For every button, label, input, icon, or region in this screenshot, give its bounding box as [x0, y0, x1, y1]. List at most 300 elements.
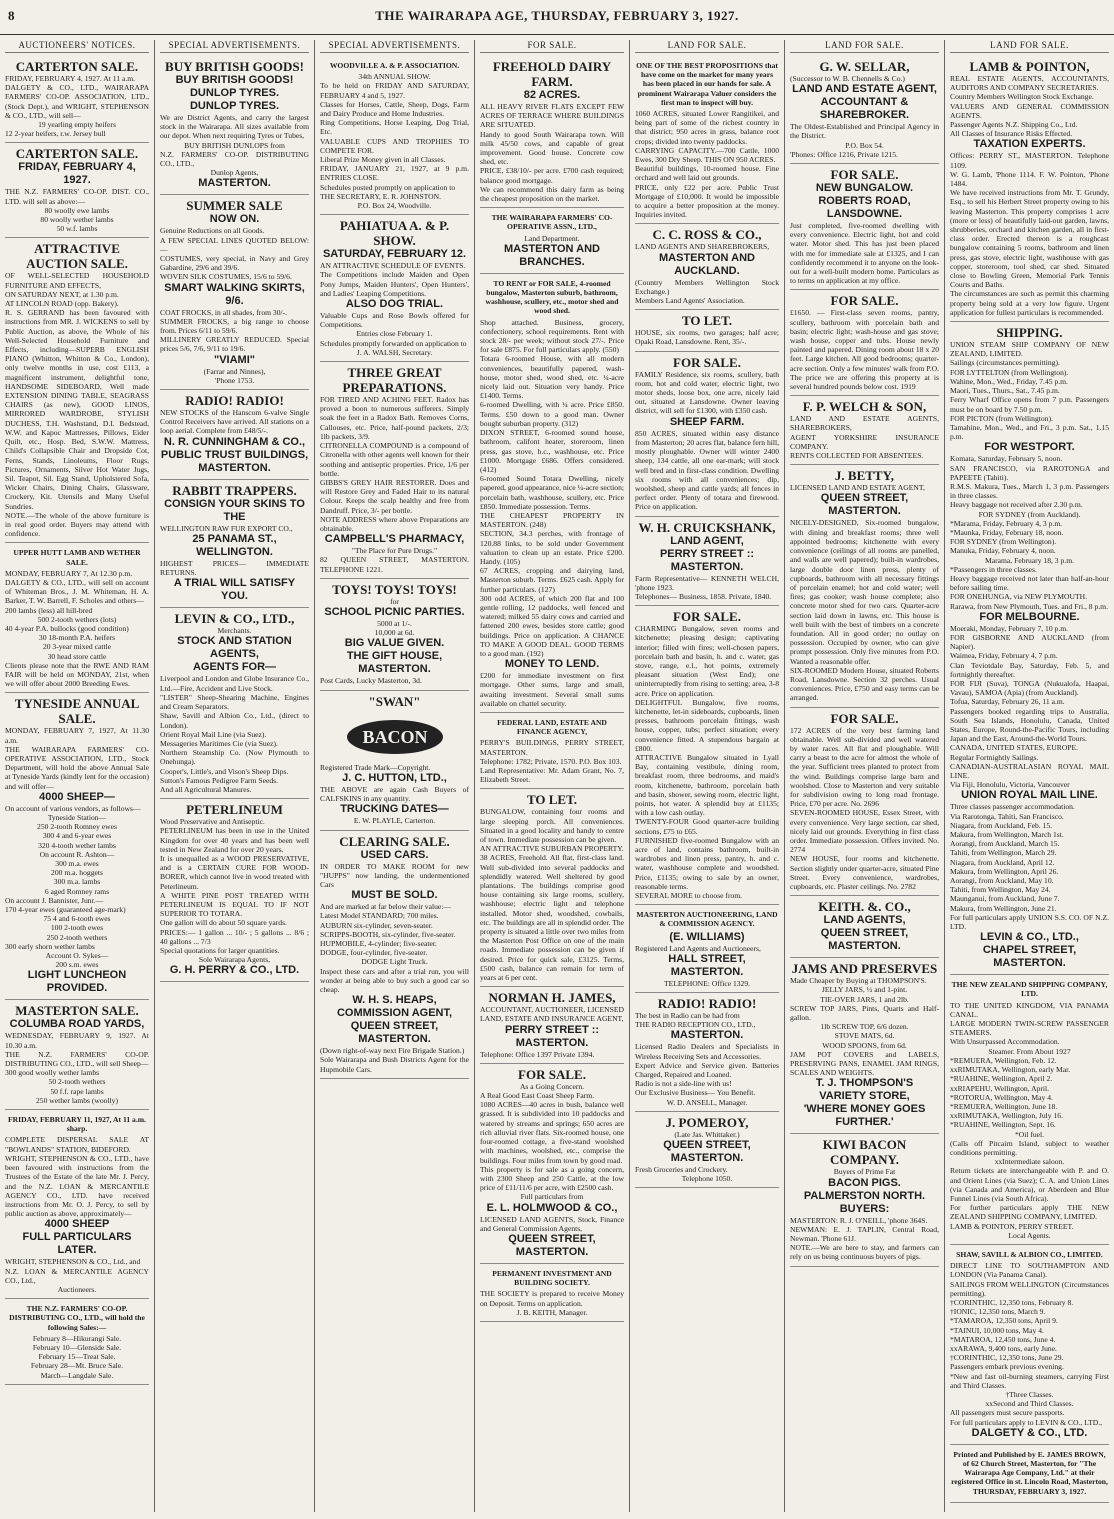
advertisement: [5, 1000, 149, 1110]
ad-text: DALGETY & CO., LTD.: [971, 1426, 1088, 1439]
ad-text: MILLINERY GREATLY REDUCED. Special prices 5/6, 7/6, 9/11 to 19/6.: [160, 335, 309, 354]
ad-text: Via Rarotonga, Tahiti, San Francisco.: [950, 811, 1064, 821]
ad-text: UNION STEAM SHIP COMPANY OF NEW ZEALAND, LIMITED.: [950, 340, 1109, 359]
ad-text: A TRIAL WILL SATISFY YOU.: [173, 577, 296, 603]
ad-text: NEWMAN: E. J. TAPLIN, Central Road, Newman. 'Phone 61J.: [790, 1224, 939, 1244]
column-heading: LAND FOR SALE.: [950, 40, 1109, 53]
ad-text: The circumstances are such as permit this charming property being sold at a very low figure. Urgent application for fullest particulars is recommended.: [950, 289, 1109, 317]
ad-text: LAND AND ESTATE AGENT,: [792, 83, 937, 96]
ad-text: Genuine Reductions on all Goods.: [160, 226, 265, 236]
ad-text: 'WHERE MONEY GOES FURTHER.': [803, 1103, 926, 1129]
ad-headline: PETERLINEUM: [186, 802, 283, 818]
ad-text: WOOD SPOONS, from 6d.: [822, 1040, 907, 1050]
ad-text: February 28—Mt. Bruce Sale.: [30, 1361, 124, 1371]
ad-text: CANADIAN-AUSTRALASIAN ROYAL MAIL LINE.: [950, 761, 1109, 781]
ad-text: LEVIN & CO., LTD.,: [980, 931, 1079, 944]
ad-headline: THE WAIRARAPA FARMERS' CO-OPERATIVE ASSN., LTD.,: [491, 213, 613, 232]
ad-text: FOR FIJI (Suva), TONGA (Nukualofa, Haapai, Vavau), SAMOA (Apia) (from Auckland).: [950, 678, 1109, 698]
advertisement: [480, 1264, 624, 1322]
ad-text: Auctioneers.: [57, 1284, 97, 1294]
ad-text: COMMISSION AGENT,: [336, 1007, 453, 1020]
column-body: [320, 56, 469, 1079]
advertisement: [320, 56, 469, 215]
ad-text: PRICES:— 1 gallon ... 10/- ; 5 gallons ... 8/6 ; 40 gallons ... 7/3: [160, 927, 309, 946]
ad-headline: FOR SALE.: [673, 609, 741, 625]
ad-text: 300 m.a. lambs: [53, 877, 101, 887]
ad-text: WRIGHT, STEPHENSON & CO., LTD., have been favoured with instructions from the Trustees of the Estate of the late Mr. J. Percy, and the N.Z. LOAN & MERCANTILE AGENCY CO., LTD. have received instructions from Mr. O. J. Percy, to sell by public auction as above, approximately—: [5, 1153, 149, 1219]
ad-headline: CARTERTON SALE.: [15, 59, 139, 74]
ad-text: Ring Competitions, Horse Leaping, Dog Trial, Etc.: [320, 118, 469, 137]
ad-text: TELEPHONE: Office 1329.: [663, 978, 751, 988]
ad-text: MONDAY, FEBRUARY 7, At 12.30 p.m.: [5, 568, 133, 578]
ad-text: DELIGHTFUL Bungalow, five rooms, kitchenette, let-in sideboards, cupboards, linen presses, bathroom porcelain fittings, wash house, copper, tubs; perfect situation; every convenience fitted. A stupendous bargain at £800.: [635, 697, 779, 753]
ad-text: BUNGALOW, containing four rooms and large sleeping porch. All conveniences. Situated in a good locality and handy to centre of town. Immediate possession can be given.: [480, 807, 624, 845]
ad-text: QUEEN STREET, MASTERTON.: [820, 927, 909, 953]
ad-text: Clients please note that the RWE AND RAM FAIR will be held on MONDAY, 21st, when we will offer about 2000 Breeding Ewes.: [5, 660, 149, 689]
newspaper-title: THE WAIRARAPA AGE, THURSDAY, FEBRUARY 3, 1927.: [375, 8, 739, 23]
ad-text: ATTRACTIVE Bungalow situated in Lyall Bay, containing vestibule, dining room, breakfast room, three bedrooms, and maid's room, kitchenette, bathroom, porcelain bath and basin, shower, sewing room, electric light, points, hot water. A splendid buy at £1135; with a low cash outlay.: [635, 752, 779, 818]
ad-text: MONDAY, FEBRUARY 7, 1927, At 11.30 a.m.: [5, 726, 149, 745]
ad-text: (Country Members Wellington Stock Exchange.): [635, 277, 779, 296]
ad-text: *TAMAROA, 12,350 tons, April 9.: [950, 1316, 1058, 1326]
ad-headline: ATTRACTIVE AUCTION SALE.: [26, 241, 128, 272]
ad-text: 38 ACRES, Freehold. All flat, first-class land. Well sub-divided into several paddocks and splendidly watered. Well sheltered by good plantations. The buildings comprise good house containing six large rooms, scullery, washhouse; electric light and telephone installed. Motor shed, woodshed, cowbails, etc. The buildings are all in splendid order. The property is situated a little over two miles from the Masterton Post Office on one of the main roads. Immediate possession can be given if desired. Price for quick sale, £3125. Terms, £500 cash, balance can remain for term of years at 6 per cent.: [480, 853, 624, 983]
ad-text: for: [390, 596, 399, 606]
ad-text: AT LINCOLN ROAD (opp. Bakery).: [5, 299, 119, 309]
ad-text: Niagara, from Auckland, April 12.: [950, 857, 1055, 867]
ad-text: 4000 SHEEP: [44, 1218, 110, 1231]
ad-text: LARGE MODERN TWIN-SCREW PASSENGER STEAMERS.: [950, 1019, 1109, 1038]
advertisement: [320, 579, 469, 691]
advertisement: [5, 238, 149, 543]
ad-text: xxRIMUTAKA, Wellington, July 16.: [950, 1111, 1063, 1121]
ad-text: REAL ESTATE AGENTS, ACCOUNTANTS, AUDITORS AND COMPANY SECRETARIES.: [950, 74, 1109, 93]
ad-headline: FOR SALE.: [830, 167, 899, 183]
svg-text:BACON: BACON: [361, 726, 428, 747]
ad-text: LICENSED LAND AGENTS, Stock, Finance and General Commission Agents,: [480, 1214, 624, 1233]
ad-headline: FOR SALE.: [673, 354, 741, 370]
ad-text: Telephone: 1782; Private, 1570. P.O. Box 103.: [480, 756, 622, 766]
advertisement: [635, 905, 779, 993]
ad-headline: FRIDAY, FEBRUARY 11, 1927, At 11 a.m. sharp.: [8, 1115, 146, 1134]
ad-text: R.M.S. Makura, Tues., March 1, 3 p.m. Passengers in three classes.: [950, 481, 1109, 501]
ad-text: Passengers embark previous evening.: [950, 1362, 1064, 1372]
advertisement: [320, 831, 469, 1079]
column-heading: LAND FOR SALE.: [790, 40, 939, 53]
ad-text: N.Z. LOAN & MERCANTILE AGENCY CO., Ltd.,: [5, 1266, 149, 1285]
ad-headline: MASTERTON AUCTIONEERING, LAND & COMMISSION AGENCY.: [636, 910, 778, 929]
ad-text: QUEEN STREET, MASTERTON.: [663, 1139, 751, 1165]
ad-text: MUST BE SOLD.: [351, 889, 438, 902]
ad-text: JAM POT COVERS and LABELS, PRESERVING PANS, ENAMEL JAM RINGS, SCALES AND WEIGHTS.: [790, 1049, 939, 1078]
masthead: [0, 0, 1114, 35]
ad-text: ALSO DOG TRIAL.: [345, 298, 444, 311]
ad-text: BIG VALUE GIVEN.: [344, 637, 445, 650]
ad-text: 100 2-tooth ewes: [50, 923, 104, 933]
ad-text: Return tickets are interchangeable with P. and O. and Orient Lines (via Suez); C. A. and Union Lines (via Canada and America), or Aberdeen and Blue Funnel Lines (via South Africa).: [950, 1166, 1109, 1203]
ad-text: 1060 ACRES, situated Lower Rangitikei, and being part of some of the richest country in that district; 950 acres in grass, balance root crops; divided into twenty paddocks.: [635, 109, 779, 146]
ad-text: MASTERTON AND BRANCHES.: [504, 242, 600, 268]
ad-headline: ONE OF THE BEST PROPOSITIONS that have come on the market for many years has been placed in our hands for sale. A prominent Wairarapa Valuer considers the first man to inspect will buy.: [636, 61, 778, 107]
ad-text: THE N.Z. FARMERS' CO-OP. DISTRIBUTING CO., LTD., will sell Sheep—: [5, 1049, 149, 1069]
ad-text: We can recommend this dairy farm as being the cheapest proposition on the market.: [480, 184, 624, 204]
advertisement: [5, 693, 149, 1000]
ad-headline: LEVIN & CO., LTD.,: [174, 611, 295, 627]
advertisement: [635, 352, 779, 517]
ad-text: VALUERS AND GENERAL COMMISSION AGENTS.: [950, 101, 1109, 120]
ad-text: LICENSED LAND AND ESTATE AGENT,: [790, 483, 925, 493]
ad-text: AN ATTRACTIVE SUBURBAN PROPERTY.: [480, 844, 624, 854]
ad-text: Rarawa, from New Plymouth, Tues. and Fri., 8 p.m.: [950, 601, 1108, 611]
ad-text: TRUCKING DATES—: [340, 803, 449, 816]
ad-text: Fresh Groceries and Crockery.: [635, 1165, 728, 1175]
ad-text: 50 w.f. lambs: [56, 224, 98, 234]
ad-text: Heavy baggage not received after 2.30 p.m.: [950, 500, 1083, 510]
advertisement: [950, 1245, 1109, 1445]
ad-text: 300 4 and 6-year ewes: [42, 831, 112, 841]
ad-text: SUMMER FROCKS, a big range to choose from. Prices 6/11 to 59/6.: [160, 316, 309, 336]
ad-text: NOTE ADDRESS where above Preparations are obtainable.: [320, 514, 469, 533]
ad-text: Land Representative: Mr. Adam Grant, No. 7, Elizabeth Street.: [480, 766, 624, 785]
ad-headline: THREE GREAT PREPARATIONS.: [342, 365, 447, 396]
ad-text: NEW STOCKS of the Hanscom 6-valve Single Control Receivers have arrived. All stations on a loop aerial. Complete from £48/5/-.: [160, 408, 309, 436]
ad-headline: J. BETTY,: [834, 468, 895, 484]
ad-headline: FEDERAL LAND, ESTATE AND FINANCE AGENCY,: [497, 717, 607, 737]
ad-text: CAMPBELL'S PHARMACY,: [324, 533, 465, 546]
ad-text: 75 4 and 6-tooth ewes: [43, 914, 111, 924]
ad-text: OF WELL-SELECTED HOUSEHOLD FURNITURE AND EFFECTS,: [5, 271, 149, 290]
ad-text: It is unequalled as a WOOD PRESERVATIVE, and is a CERTAIN CURE FOR WOOD-BORER, which cannot live in wood treated with Peterlineum.: [160, 853, 309, 891]
advertisement: [790, 56, 939, 164]
ad-text: Land Department.: [524, 233, 580, 243]
ad-text: LAND AND ESTATE AGENTS, SHAREBROKERS,: [790, 414, 939, 433]
ad-text: A WHITE PINE POST TREATED WITH PETERLINEUM IS EQUAL TO IF NOT SUPERIOR TO TOTARA.: [160, 890, 309, 919]
ad-text: 250 2-tooth Romney ewes: [37, 822, 117, 832]
ad-text: We have received instructions from Mr. T. Grundy, Esq., to sell his Herbert Street property owing to his leaving Masterton. This property comprises 1 acre (more or less) of beautifully laid-out garden, lawns, shrubberies, orchard and kitchen garden, all in first-class order. Erected thereon is a roughcast bungalow containing 5 rooms, bathroom and linen press, gas stove, electric light, washhouse with gas copper, storeroom, tool shed, car shed. Situated close to Bowling Green, Memorial Park Tennis Courts and Baths.: [950, 188, 1109, 290]
ad-text: AGENTS FOR—: [192, 661, 277, 674]
ad-text: (Calls off Pitcairn Island, subject to weather conditions permitting.: [950, 1138, 1109, 1157]
ad-text: 'Phones: Office 1216, Private 1215.: [790, 149, 898, 159]
ad-headline: FOR SALE.: [830, 710, 899, 726]
ad-text: MASTERTON.: [358, 663, 431, 676]
ad-text: 80 woolly ewe lambs: [44, 205, 110, 215]
ad-text: Heavy baggage received not later than half-an-hour before sailing time.: [950, 573, 1109, 593]
ad-text: Messageries Maritimes Cie (via Suez).: [160, 738, 278, 748]
ad-text: COSTUMES, very special, in Navy and Grey Gabardine, 29/6 and 39/6.: [160, 254, 309, 273]
advertisement: [480, 208, 624, 274]
ad-text: ACCOUNTANT & SHAREBROKER.: [819, 96, 910, 122]
ad-text: CANADA, UNITED STATES, EUROPE.: [950, 743, 1079, 753]
ad-text: QUEEN STREET, MASTERTON.: [820, 492, 909, 518]
ad-headline: Printed and Published by E. JAMES BROWN, of 62 Church Street, Masterton, for "The Wairarapa Age Company, Ltd." at their registered Office in st. Lincoln Road, Masterton, THURSDAY, FEBRUARY 3, 1927.: [951, 1449, 1108, 1496]
ad-text: Expert Advice and Service given. Batteries Charged, Repaired and Loaned.: [635, 1060, 779, 1080]
ad-text: MASTERTON: R. J. O'NEILL, 'phone 364S.: [790, 1215, 928, 1225]
ad-text: PERRY STREET :: MASTERTON.: [504, 1023, 600, 1049]
ad-text: *MATAROA, 12,450 tons, June 4.: [950, 1334, 1056, 1344]
ad-text: GIBBS'S GREY HAIR RESTORER. Does and will Restore Grey and Faded Hair to its natural Colour. Keeps the scalp healthy and free from Dandruff. Price, 3/- per bottle.: [320, 477, 469, 515]
ad-text: Tofua, Saturday, February 26, 11 a.m.: [950, 697, 1065, 707]
advertisement: [950, 56, 1109, 322]
ad-text: Just completed, five-roomed dwelling with every convenience. Electric light, hot and cold water. Motor shed. This has just been placed with me for immediate sale at £1325, and I can confidently recommend it to anyone on the look-out for a well-built modern home. Particulars as to terms on application at my office.: [790, 221, 939, 286]
ad-text: SCHOOL PICNIC PARTIES.: [324, 605, 465, 618]
ad-text: SIX-ROOMED Modern House, situated Roberts Road, Lansdowne. Section 32 perches. Usual conveniences. Price, £750 and easy terms can be arranged.: [790, 665, 939, 703]
column-body: [480, 56, 624, 1322]
ad-text: THE CHEAPEST PROPERTY IN MASTERTON. (248): [480, 510, 624, 530]
ad-text: Ferry Wharf Office opens from 7 p.m. Passengers must be on board by 7.50 p.m.: [950, 395, 1109, 414]
advertisement: [5, 1299, 149, 1385]
ad-text: One gallon will do about 50 square yards.: [160, 918, 287, 928]
ad-text: February 8—Hikurangi Sale.: [32, 1333, 122, 1343]
ad-text: J. C. HUTTON, LTD.,: [342, 771, 447, 784]
ad-headline: MASTERTON SALE.: [15, 1003, 139, 1019]
advertisement: [160, 390, 309, 480]
ad-text: Northern Steamship Co. (Now Plymouth to Onehunga).: [160, 748, 309, 767]
ad-text: ACCOUNTANT, AUCTIONEER, LICENSED LAND, ESTATE AND INSURANCE AGENT,: [480, 1005, 624, 1024]
ad-text: Shop attached. Business, grocery, confectionery, school requirements. Rent with stock 28/- per week; without stock 27/-. Price for sale £875. For full particulars apply. (550): [480, 317, 624, 355]
ad-text: 10,000 at 6d.: [374, 628, 415, 638]
ad-text: QUEEN STREET, MASTERTON.: [350, 1020, 439, 1046]
ad-text: xxRIAPEHU, Wellington, April.: [950, 1083, 1050, 1093]
ad-text: Sole Wairarapa Agents,: [198, 955, 271, 965]
ad-text: LAND AGENTS AND SHAREBROKERS,: [635, 242, 770, 252]
ad-text: SAILINGS FROM WELLINGTON (Circumstances permitting).: [950, 1279, 1109, 1298]
advertisement: [790, 896, 939, 958]
ad-text: HALL STREET, MASTERTON.: [668, 952, 746, 978]
ad-text: Regular Fortnightly Sailings.: [950, 752, 1039, 762]
ad-headline: THE N.Z. FARMERS' CO-OP. DISTRIBUTING CO., LTD., will hold the following Sales:—: [9, 1304, 145, 1332]
ad-text: ROBERTS ROAD, LANSDOWNE.: [818, 195, 911, 221]
ad-text: FOR MELBOURNE.: [979, 610, 1080, 623]
ad-text: FOR SYDNEY (from Auckland).: [978, 509, 1081, 519]
ad-text: HIGHEST PRICES— IMMEDIATE RETURNS.: [160, 558, 309, 578]
ad-text: Registered Trade Mark—Copyright.: [320, 762, 431, 772]
ad-text: DUNLOP TYRES.: [189, 87, 280, 99]
ad-text: SEVEN-ROOMED HOUSE, Essex Street, with every convenience. Very large section, car shed, nicely laid out grounds. Everything in first class order. Immediate possession. Offers invited. No. 2774: [790, 808, 939, 855]
ad-text: DODGE, four-cylinder, five-seater.: [320, 948, 428, 958]
ad-text: SCRIPPS-BOOTH, six-cylinder, five-seater.: [320, 929, 456, 939]
ad-text: BUY BRITISH GOODS!: [175, 74, 294, 86]
ad-text: FOR WESTPORT.: [984, 441, 1075, 454]
advertisement: [635, 224, 779, 310]
ad-text: Country Members Wellington Stock Exchange.: [950, 92, 1094, 102]
ad-text: FAMILY Residence, six rooms, scullery, bath room, hot and cold water, electric light, two motor sheds, loose box, one acre, nicely laid out, situated at Lansdowne. Owner leaving district, will sell for £1300, with £350 cash.: [635, 369, 779, 416]
column-6: [785, 40, 945, 1512]
columns-container: [0, 40, 1114, 1515]
advertisement: [160, 56, 309, 195]
advertisement: [320, 215, 469, 362]
ad-text: PERRY'S BUILDINGS, PERRY STREET, MASTERTON.: [480, 738, 624, 757]
ad-headline: FOR SALE.: [518, 1066, 586, 1082]
ad-headline: CLEARING SALE.: [339, 833, 450, 849]
column-heading: FOR SALE.: [480, 40, 624, 53]
ad-text: Maunganui, from Auckland, June 7.: [950, 894, 1060, 904]
ad-text: All Classes of Insurance Risks Effected.: [950, 129, 1073, 139]
ad-headline: SHAW, SAVILL & ALBION CO., LIMITED.: [956, 1249, 1103, 1259]
advertisement: [5, 543, 149, 693]
advertisement: [320, 691, 469, 831]
ad-text: E. L. HOLMWOOD & CO.,: [486, 1201, 618, 1214]
ad-text: 50 f.f. rape lambs: [50, 1086, 104, 1096]
ad-text: CITRONELLA COMPOUND is a compound of Citronella with other agents well known for their soothing and antiseptic properties. Price, 1/6 per bottle.: [320, 441, 469, 478]
ad-text: 5000 at 1/-.: [377, 618, 412, 628]
advertisement: [5, 1110, 149, 1299]
ad-text: QUEEN STREET, MASTERTON.: [508, 1232, 596, 1258]
ad-text: FRIDAY, JANUARY 21, 1927, at 9 p.m. ENTRIES CLOSE.: [320, 164, 469, 183]
ad-text: DIRECT LINE TO SOUTHAMPTON AND LONDON (Via Panama Canal).: [950, 1261, 1109, 1280]
ad-text: N. R. CUNNINGHAM & CO.,: [163, 435, 306, 448]
ad-text: And all Agricultural Manures.: [160, 784, 252, 794]
column-heading: SPECIAL ADVERTISEMENTS.: [320, 40, 469, 53]
ad-text: 50 2-tooth wethers: [48, 1077, 106, 1087]
ad-text: VARIETY STORE,: [819, 1090, 910, 1103]
ad-text: AUBURN six-cylinder, seven-seater.: [320, 920, 433, 930]
ad-text: "VIAMI": [214, 353, 255, 366]
advertisement: [950, 322, 1109, 975]
ad-text: N.Z. FARMERS' CO-OP. DISTRIBUTING CO., LTD.,: [160, 149, 309, 169]
ad-headline: BUY BRITISH GOODS!: [165, 59, 304, 74]
ad-text: THE N.Z. FARMERS' CO-OP. DIST. CO., LTD. will sell as above:—: [5, 187, 149, 206]
ad-text: NOTE.—We are here to stay, and farmers can rely on us being continuous buyers of pigs.: [790, 1243, 939, 1262]
ad-text: AN ATTRACTIVE SCHEDULE OF EVENTS.: [320, 261, 466, 271]
ad-text: 1080 ACRES—40 acres in bush, balance well grassed. It is subdivided into 10 paddocks and watered by streams and springs; 650 acres are rich alluvial river flats. Six-roomed house, one four-roomed cottage, a five-stand woolshed with machines, woolshed, etc., comprise the buildings. Four miles from town by good road.: [480, 1100, 624, 1165]
ad-text: Offices: PERRY ST., MASTERTON. Telephone 1109.: [950, 151, 1109, 170]
ad-text: Totara 6-roomed House, with all modern conveniences, beautifully papered, wash-house, motor shed, wood shed, etc. ¼-acre nicely laid out. Situation very handy. Price £1400. Terms.: [480, 354, 624, 401]
ad-text: SHEEP FARM.: [669, 415, 745, 428]
ad-text: Radio is not a side-line with us!: [635, 1079, 732, 1089]
ad-text: For full particulars apply UNION S.S. CO. OF N.Z. LTD.: [950, 912, 1109, 932]
ad-text: Sailings (circumstances permitting).: [950, 358, 1060, 368]
ad-text: TWENTY-FOUR Good quarter-acre building sections, £75 to £65.: [635, 817, 779, 836]
column-heading: SPECIAL ADVERTISEMENTS.: [160, 40, 309, 53]
advertisement: [790, 164, 939, 290]
ad-text: G. H. PERRY & CO., LTD.: [169, 964, 300, 977]
ad-text: On account R. Ashton—: [39, 849, 115, 859]
ad-headline: FOR SALE.: [830, 293, 899, 309]
ad-text: The best in Radio can be had from: [635, 1011, 740, 1021]
ad-headline: J. POMEROY,: [665, 1114, 749, 1130]
ad-text: RENTS COLLECTED FOR ABSENTEES.: [790, 451, 924, 461]
ad-text: *REMUERA, Wellington, June 18.: [950, 1101, 1058, 1111]
ad-text: NOW ON.: [209, 213, 260, 226]
ad-text: Dunlop Agents,: [210, 168, 259, 178]
ad-text: FOR GISBORNE AND AUCKLAND (from Napier).: [950, 632, 1109, 652]
ad-text: Tahiti, from Wellington, March 29.: [950, 848, 1057, 858]
ad-text: Wahine, Mon., Wed., Friday, 7.45 p.m.: [950, 376, 1068, 386]
ad-text: P.O. Box 24, Woodville.: [357, 201, 432, 211]
column-heading: AUCTIONEERS' NOTICES.: [5, 40, 149, 53]
ad-text: To be held on FRIDAY AND SATURDAY, FEBRUARY 4 and 5, 1927.: [320, 81, 469, 100]
ad-text: *ROTORUA, Wellington, May 4.: [950, 1092, 1053, 1102]
ad-headline: NORMAN H. JAMES,: [488, 990, 616, 1006]
ad-text: LAND AGENTS,: [823, 914, 906, 927]
ad-text: *Oil fuel.: [1014, 1129, 1045, 1139]
ad-text: Classes for Horses, Cattle, Sheep, Dogs, Farm and Dairy Produce and Home Industries.: [320, 99, 469, 119]
ad-text: THE SECRETARY, E. R. JOHNSTON.: [320, 191, 442, 201]
ad-text: LIGHT LUNCHEON PROVIDED.: [27, 969, 127, 995]
ad-text: 320 4-tooth wether lambs: [38, 840, 116, 850]
ad-text: On account J. Bannister, Junr.—: [5, 895, 104, 905]
ad-text: DODGE Light Truck.: [361, 957, 428, 967]
ad-text: 80 woolly wether lambs: [40, 215, 114, 225]
advertisement: [790, 708, 939, 897]
ad-text: For further particulars apply THE NEW ZEALAND SHIPPING COMPANY, LIMITED.: [950, 1203, 1109, 1222]
ad-text: Tahiti, from Wellington, May 24.: [950, 885, 1051, 895]
ad-text: Valuable Cups and Rose Bowls offered for Competitions.: [320, 311, 469, 330]
ad-text: COAT FROCKS, in all shades, from 30/-.: [160, 307, 288, 317]
ad-text: We are District Agents, and carry the largest stock in the Wairarapa. All sizes available from our depot. When next requiring Tyres or Tubes,: [160, 113, 309, 141]
ad-text: WEDNESDAY, FEBRUARY 9, 1927. At 10.30 a.m.: [5, 1031, 149, 1050]
ad-text: †CORINTHIC, 12,350 tons, June 29.: [950, 1353, 1064, 1363]
ad-text: As a Going Concern.: [519, 1081, 585, 1091]
ad-text: The Oldest-Established and Principal Agency in the District.: [790, 122, 939, 141]
ad-text: THE SOCIETY is prepared to receive Money on Deposit. Terms on application.: [480, 1289, 624, 1308]
page-number: 8: [8, 8, 15, 23]
ad-text: Inspect these cars and after a trial run, you will wonder at being able to buy such a good car so cheap.: [320, 966, 469, 994]
ad-text: FOR SYDNEY (from Wellington).: [950, 537, 1057, 547]
ad-headline: G. W. SELLAR,: [819, 59, 910, 74]
ad-text: COMPLETE DISPERSAL SALE AT "BOWLANDS" STATION, BIDEFORD.: [5, 1135, 149, 1154]
column-body: [950, 56, 1109, 1503]
ad-text: DALGETY & CO., LTD., WAIRARAPA FARMERS' CO-OP. ASSOCIATION, LTD., (Stock Dept.), and WRIGHT, STEPHENSON & CO., LTD., will sell—: [5, 83, 149, 120]
ad-text: CONSIGN YOUR SKINS TO THE: [164, 497, 305, 523]
ad-text: W. D. ANSELL, Manager.: [666, 1097, 748, 1107]
ad-text: DIXON STREET, 6-roomed sound house, bathroom, califont heater, storeroom, linen press, gas stove, h.c., washhouse, etc. Price £1000. Mortgage £686. Offers considered. (412): [480, 428, 624, 474]
advertisement: [160, 480, 309, 609]
ad-text: NEW HOUSE, four rooms and kitchenette. Section slightly under quarter-acre, situated Pine Street. Every convenience, wardrobes, cupboards, etc. Plaster ceilings. No. 2782: [790, 854, 939, 891]
ad-text: Our Exclusive Business— You Benefit.: [635, 1088, 756, 1098]
ad-text: (E. WILLIAMS): [669, 930, 745, 943]
ad-text: BACON PIGS.: [828, 1176, 901, 1189]
ad-headline: W. H. CRUICKSHANK,: [638, 519, 776, 535]
ad-text: Aorangi, from Auckland, March 15.: [950, 839, 1060, 849]
ad-text: *Maunka, Friday, February 18, noon.: [950, 527, 1064, 537]
ad-text: CHARMING Bungalow, seven rooms and kitchenette; pleasing design; captivating interior; filled with fires; well-chosen papers, porcelain bath and basin, h. and c. water, gas stove, range, e.l., hot points, extremely pleasant situation (West End); one uninterruptedly from rising to setting; area, 3-8 acre. Price on application.: [635, 624, 779, 698]
ad-text: IN ORDER TO MAKE ROOM for new "HUPPS" now landing, the undermentioned Cars: [320, 861, 469, 889]
ad-text: J. B. KEITH, Manager.: [516, 1307, 588, 1317]
ad-text: Three classes passenger accommodation.: [950, 802, 1075, 812]
ad-text: (Late Jas. Whittaker.): [674, 1129, 740, 1139]
ad-text: MONEY TO LEND.: [504, 658, 600, 671]
ad-text: Licensed Radio Dealers and Specialists in Wireless Receiving Sets and Accessories.: [635, 1042, 779, 1061]
ad-text: WELLINGTON RAW FUR EXPORT CO.,: [160, 523, 293, 533]
ad-text: February 10—Glenside Sale.: [32, 1342, 122, 1352]
ad-text: MASTERTON.: [198, 461, 271, 474]
advertisement: [790, 396, 939, 465]
ad-headline: LAMB & POINTON,: [969, 59, 1090, 74]
ad-text: PETERLINEUM has been in use in the United Kingdom for over 40 years and has been well tested in New Zealand for over 20 years.: [160, 826, 309, 854]
column-heading: LAND FOR SALE.: [635, 40, 779, 53]
ad-text: Makura, from Wellington, March 1st.: [950, 830, 1064, 840]
advertisement: [790, 290, 939, 396]
ad-text: Entries close February 1.: [356, 329, 433, 339]
ad-text: (Farrar and Ninnes),: [203, 366, 266, 376]
ad-text: Handy to good South Wairarapa town. Will milk 45/50 cows, and capable of great improvement. Good house. Concrete cow shed, etc.: [480, 129, 624, 167]
ad-text: COLUMBA ROAD YARDS,: [9, 1018, 145, 1031]
ad-text: 6-roomed Sound Totara Dwelling, nicely papered, good appearance, nice ¼-acre section; porcelain bath, washhouse, scullery, etc. Price £850. Immediate possession. Terms.: [480, 474, 624, 511]
ad-text: 30 18-month P.A. heifers: [38, 633, 116, 643]
ad-headline: F. P. WELCH & SON,: [802, 399, 927, 415]
ad-headline: PERMANENT INVESTMENT AND BUILDING SOCIETY.: [492, 1268, 612, 1288]
ad-text: ON SATURDAY NEXT, at 1.30 p.m.: [5, 289, 119, 299]
ad-text: *TAINUI, 10,000 tons, May 4.: [950, 1325, 1044, 1335]
ad-text: £1650. — First-class seven rooms, pantry, scullery, bathroom with porcelain bath and basin; electric light; wash-house and gas stove; wash house, copper and tubs. House newly painted and papered. Dining room about 18 x 20 feet. Large kitchen. All good bedrooms; quarter-acre section. Only a few minutes' walk from P.O. The price we are offering this property at is several hundred pounds below cost. 1919: [790, 308, 939, 392]
ad-text: Telephones— Business, 1858. Private, 1840.: [635, 591, 772, 601]
ad-text: Latest Model STANDARD; 700 miles.: [320, 911, 439, 921]
advertisement: [635, 993, 779, 1112]
ad-text: xxRIMUTAKA, Wellington, early Mar.: [950, 1065, 1071, 1075]
ad-headline: KIWI BACON COMPANY.: [822, 1137, 907, 1168]
ad-text: FRIDAY, FEBRUARY 4, 1927. At 11 a.m.: [5, 74, 136, 83]
